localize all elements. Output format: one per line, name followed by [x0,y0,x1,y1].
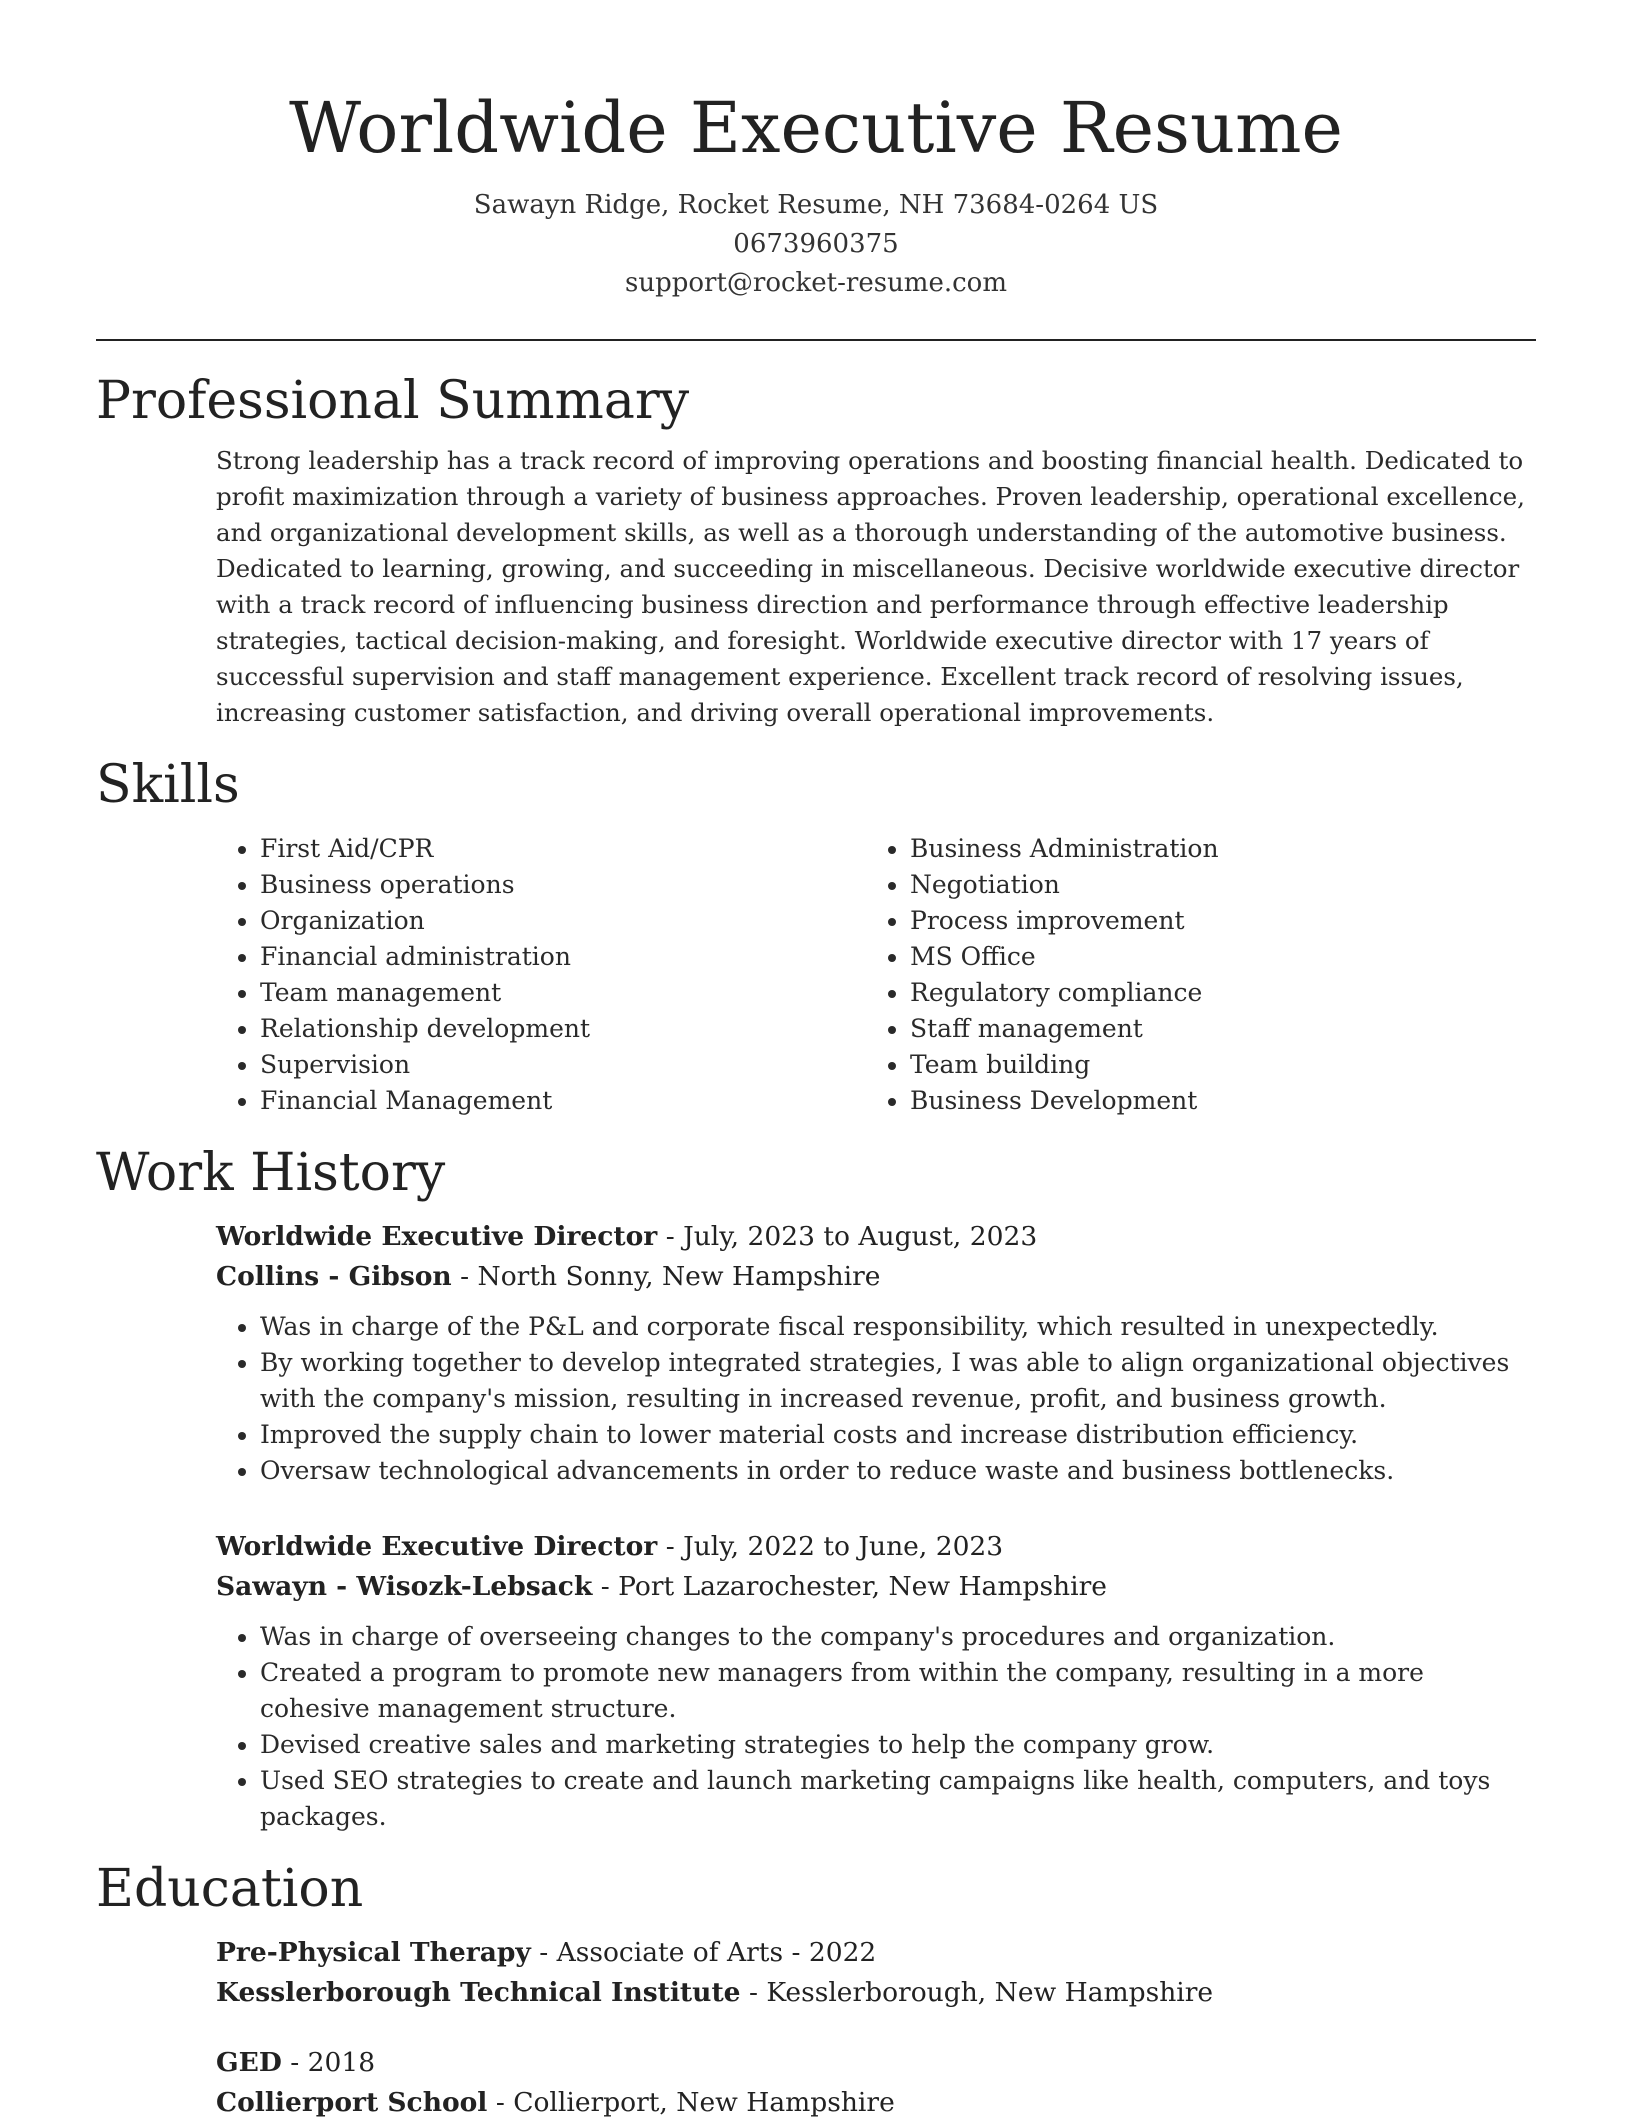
education-school-line [216,1973,1536,2013]
summary-section [96,369,1536,731]
education-entry [96,1933,1536,2013]
resume-header [96,0,1536,303]
skill-item: • Team building [910,1047,1516,1083]
skill-item: • Relationship development [260,1011,866,1047]
education-heading: Education [96,1859,364,1919]
contact-email: support@rocket-resume.com [624,268,1007,298]
job-entry [96,1527,1536,1835]
job-bullet: • By working together to develop integrated strategies, I was able to align organizational objectives with the company's mission, resulting in increased revenue, profit, and business growth. [260,1345,1536,1417]
education-location: - Collierport, New Hampshire [487,2087,895,2118]
education-entry [96,2043,1536,2123]
skills-column-right [866,831,1516,1119]
job-company: Sawayn - Wisozk-Lebsack [216,1571,593,1602]
header-divider [96,339,1536,341]
skill-item: • Supervision [260,1047,866,1083]
contact-phone: 0673960375 [733,229,899,259]
skill-item: • Business Administration [910,831,1516,867]
job-location: - Port Lazarochester, New Hampshire [592,1571,1107,1602]
education-details: - Associate of Arts - 2022 [530,1937,877,1968]
job-bullet: • Used SEO strategies to create and launch marketing campaigns like health, computers, and toys packages. [260,1763,1536,1835]
job-company: Collins - Gibson [216,1261,452,1292]
job-company-line [216,1257,1536,1297]
job-title: Worldwide Executive Director [216,1531,658,1562]
skill-item: • Team management [260,975,866,1011]
skill-item: • Business Development [910,1083,1516,1119]
job-bullet: • Oversaw technological advancements in order to reduce waste and business bottlenecks. [260,1453,1536,1489]
job-location: - North Sonny, New Hampshire [451,1261,881,1292]
skill-item: • Regulatory compliance [910,975,1516,1011]
education-degree-line [216,1933,1536,1973]
resume-page [96,0,1536,2123]
skills-column-left [216,831,866,1119]
summary-text: Strong leadership has a track record of improving operations and boosting financial health. Dedicated to profit maximization through a variety of business approaches. Proven leadership, operational excellence, and organizational development skills, as well as a thorough understanding of the automotive business. Dedicated to learning, growing, and succeeding in miscellaneous. Decisive worldwide executive director with a track record of influencing business direction and performance through effective leadership strategies, tactical decision-making, and foresight. Worldwide executive director with 17 years of successful supervision and staff management experience. Excellent track record of resolving issues, increasing customer satisfaction, and driving overall operational improvements. [216,446,1525,727]
education-details: - 2018 [281,2047,376,2078]
skill-item: • MS Office [910,939,1516,975]
skill-item: • Process improvement [910,903,1516,939]
skill-item: • Financial administration [260,939,866,975]
education-school: Kesslerborough Technical Institute [216,1977,741,2008]
job-bullets [216,1309,1536,1489]
job-bullet: • Was in charge of the P&L and corporate fiscal responsibility, which resulted in unexpectedly. [260,1309,1536,1345]
skills-heading: Skills [96,755,240,815]
contact-address: Sawayn Ridge, Rocket Resume, NH 73684-0264 US [473,190,1159,220]
work-history-heading: Work History [96,1143,446,1203]
job-bullet: • Created a program to promote new managers from within the company, resulting in a more cohesive management structure. [260,1655,1536,1727]
job-title-line [216,1527,1536,1567]
job-dates: - July, 2023 to August, 2023 [657,1221,1038,1252]
job-title: Worldwide Executive Director [216,1221,658,1252]
skill-item: • Negotiation [910,867,1516,903]
job-bullet: • Devised creative sales and marketing strategies to help the company grow. [260,1727,1536,1763]
education-degree: Pre-Physical Therapy [216,1937,531,1968]
education-section [96,1857,1536,2123]
skill-item: • First Aid/CPR [260,831,866,867]
education-degree: GED [216,2047,282,2078]
job-title-line [216,1217,1536,1257]
education-school: Collierport School [216,2087,488,2118]
job-company-line [216,1567,1536,1607]
skill-item: • Organization [260,903,866,939]
skills-section [96,753,1536,1119]
work-history-section [96,1141,1536,1835]
job-dates: - July, 2022 to June, 2023 [657,1531,1004,1562]
job-bullet: • Improved the supply chain to lower material costs and increase distribution efficiency. [260,1417,1536,1453]
summary-heading: Professional Summary [96,371,690,431]
education-degree-line [216,2043,1536,2083]
education-location: - Kesslerborough, New Hampshire [740,1977,1214,2008]
resume-title: Worldwide Executive Resume [289,87,1343,169]
job-entry [96,1217,1536,1489]
skill-item: • Business operations [260,867,866,903]
skills-columns [96,831,1536,1119]
skill-item: • Financial Management [260,1083,866,1119]
education-school-line [216,2083,1536,2123]
skill-item: • Staff management [910,1011,1516,1047]
contact-block [96,186,1536,303]
job-bullet: • Was in charge of overseeing changes to the company's procedures and organization. [260,1619,1536,1655]
job-bullets [216,1619,1536,1835]
